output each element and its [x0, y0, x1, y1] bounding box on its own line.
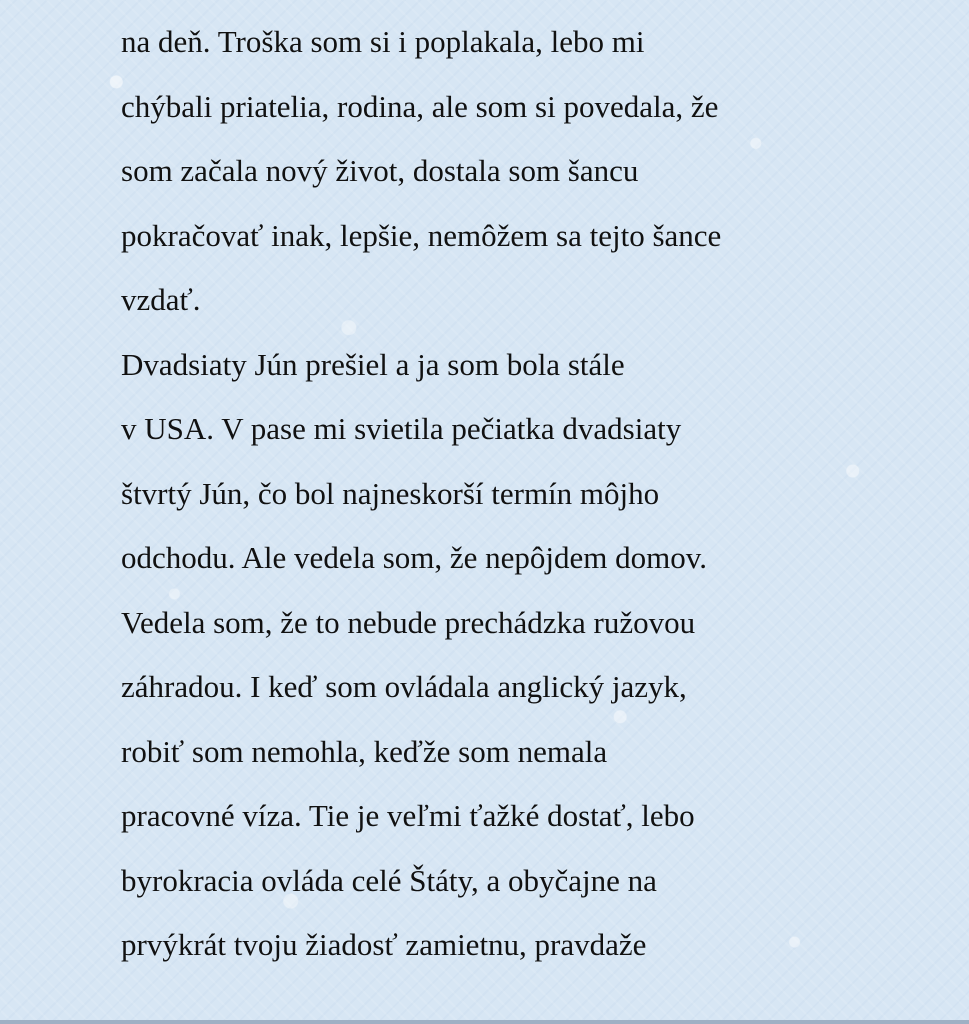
text-body — [121, 10, 951, 978]
text-line: pracovné víza. Tie je veľmi ťažké dostať, lebo — [121, 798, 695, 833]
text-line: robiť som nemohla, keďže som nemala — [121, 733, 608, 769]
text-line: Dvadsiaty Jún prešiel a ja som bola stále — [121, 346, 625, 382]
text-line: byrokracia ovláda celé Štáty, a obyčajne na — [121, 862, 657, 898]
text-line: prvýkrát tvoju žiadosť zamietnu, pravdaže — [121, 927, 647, 962]
text-line: štvrtý Jún, čo bol najneskorší termín môjho — [121, 475, 660, 511]
text-line: záhradou. I keď som ovládala anglický jazyk, — [121, 669, 687, 704]
text-line: vzdať. — [121, 282, 201, 317]
text-line: na deň. Troška som si i poplakala, lebo mi — [121, 24, 645, 59]
text-line: som začala nový život, dostala som šancu — [121, 153, 639, 188]
text-line: Vedela som, že to nebude prechádzka ružovou — [121, 604, 696, 640]
text-line: pokračovať inak, lepšie, nemôžem sa tejto šance — [121, 217, 722, 253]
text-line: v USA. V pase mi svietila pečiatka dvadsiaty — [121, 411, 682, 446]
text-line: odchodu. Ale vedela som, že nepôjdem domov. — [121, 540, 707, 575]
text-line: chýbali priatelia, rodina, ale som si povedala, že — [121, 88, 719, 124]
bottom-border — [0, 1020, 969, 1024]
